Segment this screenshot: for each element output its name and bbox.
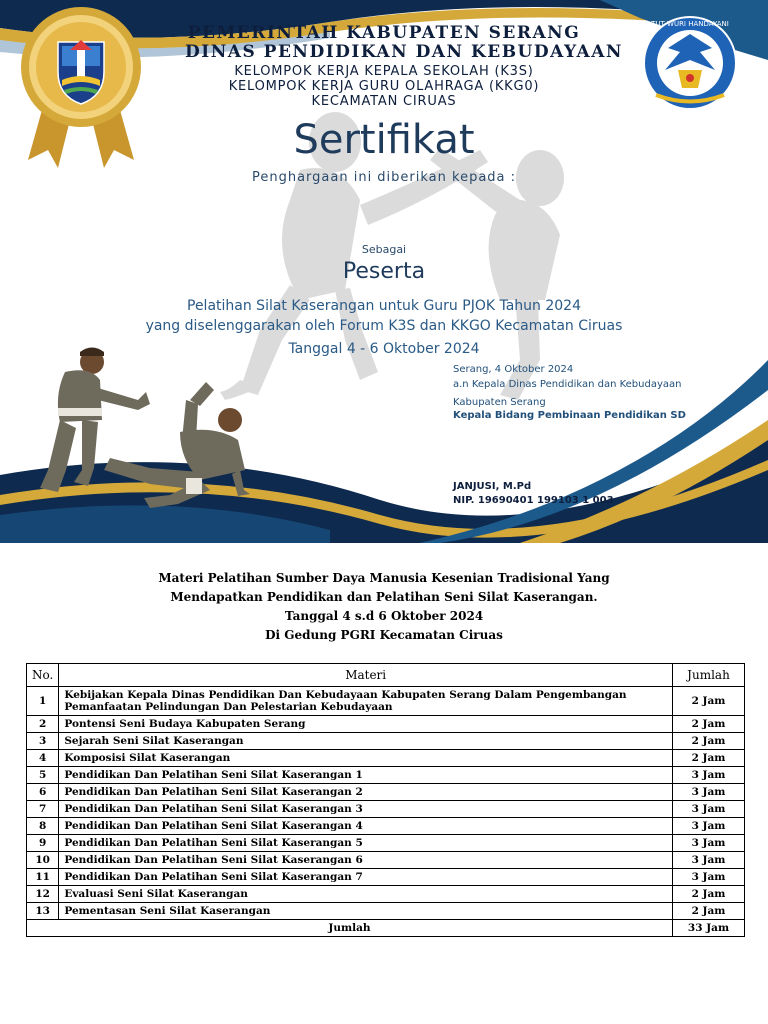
row-number: 8 bbox=[27, 818, 59, 835]
row-number: 2 bbox=[27, 716, 59, 733]
row-materi: Pendidikan Dan Pelatihan Seni Silat Kaserangan 4 bbox=[59, 818, 673, 835]
row-number: 6 bbox=[27, 784, 59, 801]
row-jumlah: 2 Jam bbox=[673, 716, 745, 733]
header-no: No. bbox=[27, 664, 59, 687]
row-materi: Pendidikan Dan Pelatihan Seni Silat Kaserangan 3 bbox=[59, 801, 673, 818]
row-materi: Pendidikan Dan Pelatihan Seni Silat Kaserangan 2 bbox=[59, 784, 673, 801]
row-number: 10 bbox=[27, 852, 59, 869]
row-materi: Komposisi Silat Kaserangan bbox=[59, 750, 673, 767]
row-materi: Pendidikan Dan Pelatihan Seni Silat Kaserangan 6 bbox=[59, 852, 673, 869]
row-materi: Pontensi Seni Budaya Kabupaten Serang bbox=[59, 716, 673, 733]
event-description-line-2: yang diselenggarakan oleh Forum K3S dan KKGO Kecamatan Ciruas bbox=[145, 318, 623, 334]
row-materi: Kebijakan Kepala Dinas Pendidikan Dan Kebudayaan Kabupaten Serang Dalam Pengembangan Pemanfaatan Pelindungan Dan Pelestarian Kebudayaan bbox=[59, 687, 673, 716]
row-number: 1 bbox=[27, 687, 59, 716]
row-materi: Pementasan Seni Silat Kaserangan bbox=[59, 903, 673, 920]
table-row bbox=[27, 852, 745, 869]
table-row bbox=[27, 687, 745, 716]
row-materi: Sejarah Seni Silat Kaserangan bbox=[59, 733, 673, 750]
table-row bbox=[27, 767, 745, 784]
header-materi: Materi bbox=[59, 664, 673, 687]
event-date: Tanggal 4 - 6 Oktober 2024 bbox=[288, 341, 480, 357]
as-label: Sebagai bbox=[361, 243, 407, 256]
row-number: 3 bbox=[27, 733, 59, 750]
logo-text: TUT WURI HANDAYANI bbox=[651, 20, 729, 28]
row-jumlah: 3 Jam bbox=[673, 869, 745, 886]
material-heading-line-2: Mendapatkan Pendidikan dan Pelatihan Seni Silat Kaserangan. bbox=[170, 590, 598, 604]
signature-on-behalf: a.n Kepala Dinas Pendidikan dan Kebudayaan bbox=[453, 379, 682, 390]
row-number: 11 bbox=[27, 869, 59, 886]
award-given-to: Penghargaan ini diberikan kepada : bbox=[251, 170, 517, 185]
row-jumlah: 2 Jam bbox=[673, 687, 745, 716]
material-table-body bbox=[27, 687, 745, 920]
header-department: DINAS PENDIDIKAN DAN KEBUDAYAAN bbox=[185, 42, 623, 62]
row-number: 9 bbox=[27, 835, 59, 852]
table-row bbox=[27, 750, 745, 767]
row-jumlah: 3 Jam bbox=[673, 852, 745, 869]
fighter-1-belt bbox=[58, 408, 102, 416]
signatory-name: JANJUSI, M.Pd bbox=[453, 481, 532, 492]
table-header-row bbox=[27, 664, 745, 687]
certificate-title: Sertifikat bbox=[293, 117, 475, 163]
signatory-nip: NIP. 19690401 199103 1 003 bbox=[453, 495, 614, 506]
fighter-2-arm-up bbox=[190, 382, 214, 406]
row-jumlah: 3 Jam bbox=[673, 835, 745, 852]
row-number: 4 bbox=[27, 750, 59, 767]
table-row bbox=[27, 886, 745, 903]
row-number: 13 bbox=[27, 903, 59, 920]
row-jumlah: 3 Jam bbox=[673, 801, 745, 818]
table-row bbox=[27, 733, 745, 750]
material-heading-line-1: Materi Pelatihan Sumber Daya Manusia Kesenian Tradisional Yang bbox=[158, 571, 610, 585]
row-jumlah: 3 Jam bbox=[673, 767, 745, 784]
signature-place-date: Serang, 4 Oktober 2024 bbox=[453, 364, 574, 375]
header-government: PEMERINTAH KABUPATEN SERANG bbox=[187, 23, 581, 43]
material-heading-date: Tanggal 4 s.d 6 Oktober 2024 bbox=[284, 609, 484, 623]
signature-regency: Kabupaten Serang bbox=[453, 397, 546, 408]
table-row bbox=[27, 716, 745, 733]
row-materi: Evaluasi Seni Silat Kaserangan bbox=[59, 886, 673, 903]
row-materi: Pendidikan Dan Pelatihan Seni Silat Kaserangan 5 bbox=[59, 835, 673, 852]
header-group-kkg: KELOMPOK KERJA GURU OLAHRAGA (KKG0) bbox=[228, 79, 540, 94]
event-description-line-1: Pelatihan Silat Kaserangan untuk Guru PJOK Tahun 2024 bbox=[187, 298, 581, 314]
table-row bbox=[27, 903, 745, 920]
row-jumlah: 3 Jam bbox=[673, 784, 745, 801]
recipient-role: Peserta bbox=[342, 259, 426, 284]
row-materi: Pendidikan Dan Pelatihan Seni Silat Kaserangan 1 bbox=[59, 767, 673, 784]
table-row bbox=[27, 818, 745, 835]
fighter-2-head bbox=[218, 408, 242, 432]
row-jumlah: 2 Jam bbox=[673, 750, 745, 767]
row-number: 5 bbox=[27, 767, 59, 784]
signature-position: Kepala Bidang Pembinaan Pendidikan SD bbox=[453, 410, 686, 421]
row-jumlah: 2 Jam bbox=[673, 903, 745, 920]
total-value: 33 Jam bbox=[673, 920, 745, 937]
row-materi: Pendidikan Dan Pelatihan Seni Silat Kaserangan 7 bbox=[59, 869, 673, 886]
header-group-k3s: KELOMPOK KERJA KEPALA SEKOLAH (K3S) bbox=[234, 64, 534, 79]
row-number: 7 bbox=[27, 801, 59, 818]
table-row bbox=[27, 801, 745, 818]
table-total-row bbox=[27, 920, 745, 937]
fighter-1-arm bbox=[98, 388, 150, 410]
header-jumlah: Jumlah bbox=[673, 664, 745, 687]
material-heading-venue: Di Gedung PGRI Kecamatan Ciruas bbox=[265, 628, 503, 642]
header-district: KECAMATAN CIRUAS bbox=[311, 94, 457, 109]
row-jumlah: 2 Jam bbox=[673, 733, 745, 750]
material-table bbox=[26, 663, 745, 937]
fighter-2-belt bbox=[186, 478, 202, 494]
table-row bbox=[27, 869, 745, 886]
table-row bbox=[27, 835, 745, 852]
row-jumlah: 2 Jam bbox=[673, 886, 745, 903]
row-jumlah: 3 Jam bbox=[673, 818, 745, 835]
table-row bbox=[27, 784, 745, 801]
row-number: 12 bbox=[27, 886, 59, 903]
total-label: Jumlah bbox=[27, 920, 673, 937]
